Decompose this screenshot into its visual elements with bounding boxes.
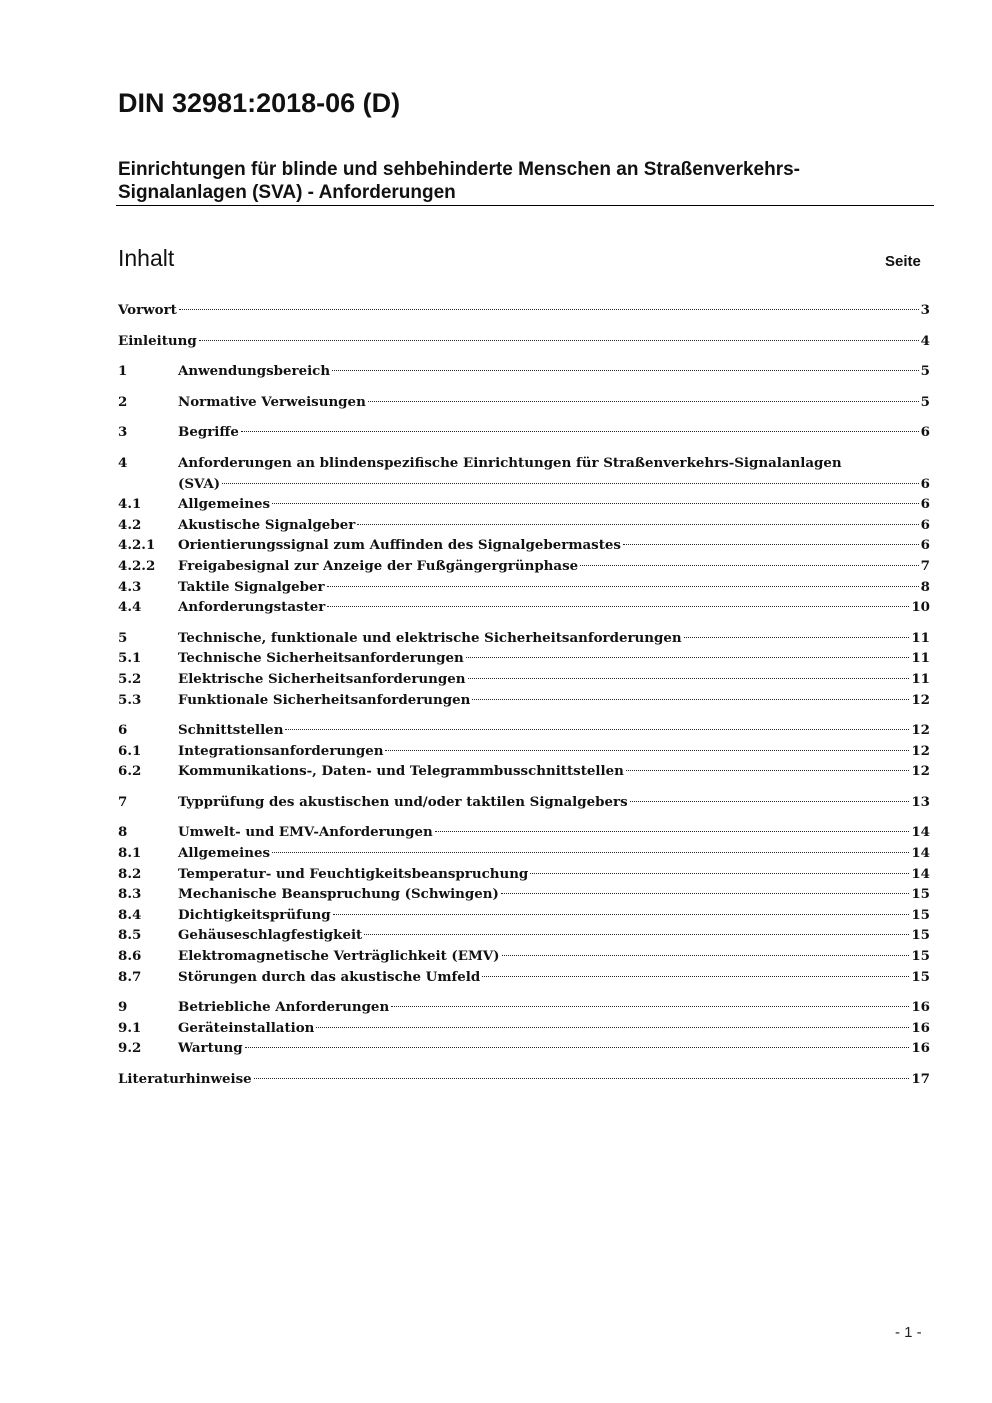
toc-entry-title: Typprüfung des akustischen und/oder taktilen Signalgebers [178,793,628,810]
toc-leader-dots [357,524,918,525]
toc-leader-dots [435,831,910,832]
toc-entry-8-7[interactable] [118,967,930,988]
toc-leader-dots [530,873,909,874]
toc-entry-page: 15 [911,906,930,923]
toc-group-4 [118,453,930,618]
toc-entry-einleitung[interactable] [118,331,930,352]
toc-entry-6[interactable] [118,720,930,741]
toc-entry-6-1[interactable] [118,741,930,762]
toc-leader-dots [630,801,910,802]
toc-entry-8-6[interactable] [118,946,930,967]
toc-entry-4-4[interactable] [118,597,930,618]
toc-entry-page: 11 [911,629,930,646]
toc-entry-title: Mechanische Beanspruchung (Schwingen) [178,886,499,903]
toc-group-2 [118,392,930,413]
toc-leader-dots [199,340,919,341]
toc-entry-8-3[interactable] [118,884,930,905]
toc-entry-title: Störungen durch das akustische Umfeld [178,968,481,985]
toc-entry-6-2[interactable] [118,761,930,782]
toc-leader-dots [333,914,910,915]
table-of-contents [118,300,930,1100]
toc-entry-number: 8.5 [118,927,142,944]
toc-entry-number: 8 [118,824,128,841]
toc-entry-number: 4.2.2 [118,557,156,574]
toc-leader-dots [472,699,909,700]
toc-leader-dots [468,678,910,679]
toc-entry-page: 6 [920,537,930,554]
toc-leader-dots [580,565,919,566]
toc-entry-title: Dichtigkeitsprüfung [178,906,331,923]
toc-leader-dots [179,309,919,310]
toc-entry-title: Allgemeines [178,496,271,513]
toc-entry-4-line1[interactable] [118,453,930,474]
toc-leader-dots [482,976,909,977]
toc-leader-dots [502,955,910,956]
toc-entry-page: 15 [911,948,930,965]
toc-entry-title: Anforderungen an blindenspezifische Einrichtungen für Straßenverkehrs-Signalanlagen [178,454,842,471]
toc-entry-title: Gehäuseschlagfestigkeit [178,927,363,944]
toc-leader-dots [254,1078,910,1079]
toc-entry-number: 8.2 [118,865,142,882]
toc-entry-title: Vorwort [118,302,177,318]
toc-leader-dots [316,1027,909,1028]
toc-entry-number: 8.6 [118,948,142,965]
toc-entry-title: Elektromagnetische Verträglichkeit (EMV) [178,948,500,965]
toc-entry-page: 4 [920,332,930,349]
toc-entry-9-1[interactable] [118,1018,930,1039]
toc-group-6 [118,720,930,782]
toc-entry-title: Technische, funktionale und elektrische Sicherheitsanforderungen [178,629,682,646]
toc-entry-title: Betriebliche Anforderungen [178,999,390,1016]
toc-entry-9[interactable] [118,997,930,1018]
toc-entry-title: Normative Verweisungen [178,393,366,410]
toc-entry-9-2[interactable] [118,1038,930,1059]
toc-entry-2[interactable] [118,392,930,413]
toc-entry-number: 8.7 [118,968,142,985]
toc-entry-number: 4.3 [118,578,142,595]
document-title-line1: Einrichtungen für blinde und sehbehinderte Menschen an Straßenverkehrs- [118,159,801,180]
toc-entry-page: 12 [911,763,930,780]
toc-entry-vorwort[interactable] [118,300,930,321]
toc-entry-number: 4.2 [118,516,142,533]
toc-entry-page: 16 [911,999,930,1016]
toc-group-8 [118,822,930,987]
toc-entry-number: 6.2 [118,763,142,780]
toc-entry-page: 8 [920,578,930,595]
toc-entry-page: 12 [911,742,930,759]
toc-leader-dots [368,401,919,402]
toc-entry-8-1[interactable] [118,843,930,864]
toc-group-7 [118,792,930,813]
toc-entry-number: 3 [118,424,128,441]
toc-entry-number: 9 [118,999,128,1016]
toc-group-einleitung [118,331,930,352]
toc-entry-page: 7 [920,557,930,574]
toc-leader-dots [391,1006,909,1007]
toc-entry-5-2[interactable] [118,669,930,690]
toc-entry-5-1[interactable] [118,648,930,669]
toc-entry-page: 15 [911,968,930,985]
toc-entry-number: 9.1 [118,1019,142,1036]
toc-entry-4-2-1[interactable] [118,535,930,556]
toc-entry-page: 5 [920,393,930,410]
toc-entry-8-2[interactable] [118,864,930,885]
toc-entry-title: Funktionale Sicherheitsanforderungen [178,691,471,708]
toc-entry-page: 10 [911,599,930,616]
toc-group-1 [118,361,930,382]
toc-entry-number: 6.1 [118,742,142,759]
toc-entry-title: Elektrische Sicherheitsanforderungen [178,670,466,687]
document-title [118,158,933,204]
toc-entry-3[interactable] [118,422,930,443]
toc-entry-number: 2 [118,393,128,410]
toc-entry-8[interactable] [118,822,930,843]
toc-leader-dots [684,637,910,638]
toc-leader-dots [385,750,909,751]
toc-entry-title: Schnittstellen [178,722,284,739]
toc-entry-title: Umwelt- und EMV-Anforderungen [178,824,433,841]
toc-leader-dots [623,544,919,545]
toc-entry-number: 7 [118,793,128,810]
toc-entry-page: 14 [911,824,930,841]
toc-leader-dots [241,431,919,432]
toc-entry-4-line2[interactable] [118,474,930,495]
document-id: DIN 32981:2018-06 (D) [118,88,401,118]
toc-group-5 [118,628,930,710]
toc-entry-page: 6 [920,424,930,441]
toc-entry-page: 12 [911,691,930,708]
toc-entry-literaturhinweise[interactable] [118,1069,930,1090]
toc-entry-page: 15 [911,886,930,903]
toc-entry-7[interactable] [118,792,930,813]
toc-entry-title-continued: (SVA) [178,475,221,492]
page-number-footer: - 1 - [895,1324,922,1341]
toc-leader-dots [327,586,919,587]
toc-leader-dots [327,606,909,607]
toc-entry-page: 13 [911,793,930,810]
toc-entry-title: Taktile Signalgeber [178,578,325,595]
toc-entry-title: Anforderungstaster [178,599,326,616]
toc-entry-1[interactable] [118,361,930,382]
toc-entry-number: 4.4 [118,599,142,616]
toc-entry-page: 11 [911,670,930,687]
toc-entry-title: Akustische Signalgeber [178,516,356,533]
toc-entry-page: 17 [911,1071,930,1087]
toc-entry-4-3[interactable] [118,577,930,598]
toc-entry-title: Integrationsanforderungen [178,742,384,759]
toc-entry-4-1[interactable] [118,494,930,515]
toc-leader-dots [285,729,909,730]
toc-leader-dots [466,657,910,658]
toc-entry-title: Anwendungsbereich [178,363,331,380]
toc-entry-title: Geräteinstallation [178,1019,315,1036]
toc-entry-title: Literaturhinweise [118,1071,252,1087]
toc-entry-page: 3 [920,302,930,318]
toc-group-9 [118,997,930,1059]
toc-entry-number: 8.4 [118,906,142,923]
toc-entry-title: Temperatur- und Feuchtigkeitsbeanspruchung [178,865,529,882]
page-column-label: Seite [885,253,921,270]
toc-entry-title: Allgemeines [178,845,271,862]
toc-leader-dots [222,483,919,484]
toc-entry-page: 16 [911,1019,930,1036]
toc-entry-page: 5 [920,363,930,380]
title-divider [116,205,934,206]
toc-entry-number: 4.2.1 [118,537,156,554]
toc-entry-page: 6 [920,516,930,533]
toc-entry-8-4[interactable] [118,905,930,926]
toc-entry-page: 14 [911,845,930,862]
toc-entry-number: 5.1 [118,650,142,667]
toc-entry-number: 5.3 [118,691,142,708]
toc-leader-dots [332,370,919,371]
toc-heading: Inhalt [118,245,175,271]
toc-entry-number: 6 [118,722,128,739]
toc-entry-page: 14 [911,865,930,882]
toc-entry-title: Kommunikations-, Daten- und Telegrammbusschnittstellen [178,763,624,780]
toc-entry-number: 9.2 [118,1040,142,1057]
toc-entry-8-5[interactable] [118,925,930,946]
document-title-line2: Signalanlagen (SVA) - Anforderungen [118,182,456,203]
toc-leader-dots [626,770,910,771]
toc-entry-title: Orientierungssignal zum Auffinden des Signalgebermastes [178,537,621,554]
toc-entry-number: 5.2 [118,670,142,687]
toc-entry-5[interactable] [118,628,930,649]
toc-group-literatur [118,1069,930,1090]
toc-entry-title: Wartung [178,1040,243,1057]
toc-entry-number: 4 [118,454,128,471]
toc-leader-dots [272,503,919,504]
toc-entry-4-2-2[interactable] [118,556,930,577]
toc-entry-page: 15 [911,927,930,944]
toc-entry-number: 8.1 [118,845,142,862]
toc-entry-page: 11 [911,650,930,667]
toc-entry-number: 8.3 [118,886,142,903]
toc-entry-page: 16 [911,1040,930,1057]
toc-entry-title: Technische Sicherheitsanforderungen [178,650,464,667]
toc-leader-dots [272,852,909,853]
toc-entry-title: Begriffe [178,424,239,441]
toc-entry-5-3[interactable] [118,690,930,711]
toc-entry-title: Einleitung [118,332,197,349]
toc-entry-title: Freigabesignal zur Anzeige der Fußgängergrünphase [178,557,579,574]
toc-leader-dots [245,1047,910,1048]
toc-entry-page: 6 [920,475,930,492]
toc-entry-page: 12 [911,722,930,739]
toc-entry-number: 1 [118,363,128,380]
toc-entry-number: 4.1 [118,496,142,513]
toc-entry-4-2[interactable] [118,515,930,536]
toc-group-vorwort [118,300,930,321]
toc-leader-dots [501,893,909,894]
toc-leader-dots [364,934,909,935]
toc-entry-number: 5 [118,629,128,646]
toc-entry-page: 6 [920,496,930,513]
toc-group-3 [118,422,930,443]
